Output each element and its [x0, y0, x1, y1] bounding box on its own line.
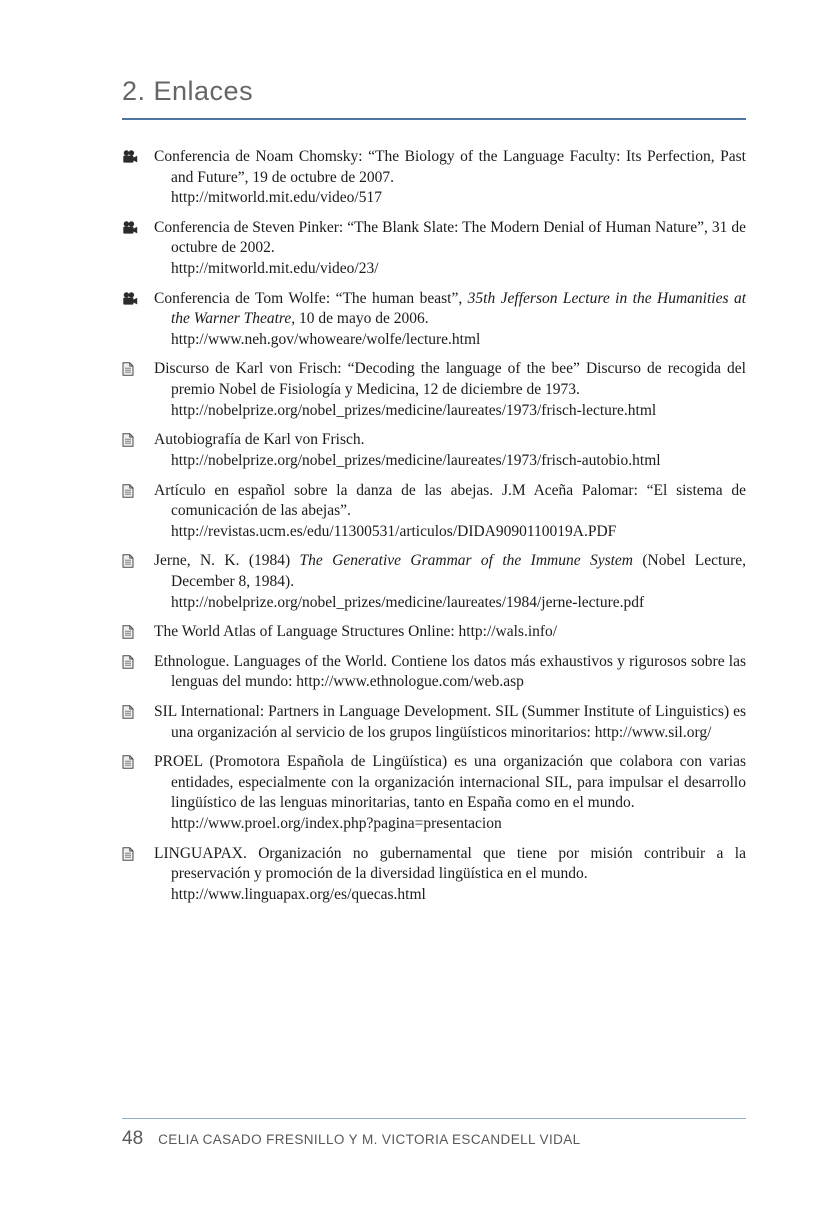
- item-text: Jerne, N. K. (1984) The Generative Grammar of the Immune System (Nobel Lecture, December 8, 1984).: [154, 552, 747, 590]
- list-item: [122, 359, 746, 421]
- list-item: [122, 218, 746, 280]
- page-content: [122, 76, 746, 915]
- document-icon: [122, 705, 138, 719]
- video-icon: [122, 150, 138, 164]
- list-item: [122, 622, 746, 643]
- video-icon: [122, 292, 138, 306]
- item-url: http://www.neh.gov/whoweare/wolfe/lecture.html: [171, 330, 481, 348]
- document-icon: [122, 554, 138, 568]
- page-footer: [122, 1118, 746, 1150]
- item-text: Artículo en español sobre la danza de las abejas. J.M Aceña Palomar: “El sistema de comunicación de las abejas”.: [154, 481, 746, 520]
- list-item: [122, 652, 746, 693]
- item-text: Conferencia de Tom Wolfe: “The human beast”, 35th Jefferson Lecture in the Humanities at the Warner Theatre, 10 de mayo de 2006.: [154, 289, 746, 328]
- item-url: http://nobelprize.org/nobel_prizes/medicine/laureates/1984/jerne-lecture.pdf: [171, 593, 645, 611]
- list-item: [122, 481, 746, 543]
- item-text: The World Atlas of Language Structures Online: http://wals.info/: [154, 623, 558, 641]
- list-item: [122, 147, 746, 209]
- footer-authors: CELIA CASADO FRESNILLO Y M. VICTORIA ESCANDELL VIDAL: [158, 1132, 581, 1147]
- item-text: Conferencia de Noam Chomsky: “The Biology of the Language Faculty: Its Perfection, Past and Future”, 19 de octubre de 2007.: [154, 148, 746, 186]
- item-url: http://www.linguapax.org/es/quecas.html: [171, 885, 426, 903]
- item-url: http://mitworld.mit.edu/video/517: [171, 189, 382, 207]
- document-icon: [122, 625, 138, 639]
- document-icon: [122, 433, 138, 447]
- document-icon: [122, 755, 138, 769]
- item-text: SIL International: Partners in Language Development. SIL (Summer Institute of Linguistics) es una organización al servicio de los grupos lingüísticos minoritarios: http://www.sil.org/: [154, 703, 746, 741]
- list-item: [122, 430, 746, 471]
- video-icon: [122, 221, 138, 235]
- item-text: Ethnologue. Languages of the World. Contiene los datos más exhaustivos y rigurosos sobre las lenguas del mundo: http://www.ethnologue.com/web.asp: [154, 652, 746, 691]
- item-url: http://revistas.ucm.es/edu/11300531/articulos/DIDA9090110019A.PDF: [171, 522, 617, 540]
- link-list: [122, 147, 746, 906]
- list-item: [122, 844, 746, 906]
- document-icon: [122, 362, 138, 376]
- item-text: PROEL (Promotora Española de Lingüística) es una organización que colabora con varias entidades, especialmente con la organización internacional SIL, para impulsar el desarrollo lingüístico de las lenguas minoritarias, tanto en España como en el mundo.: [154, 753, 746, 812]
- item-url: http://nobelprize.org/nobel_prizes/medicine/laureates/1973/frisch-lecture.html: [171, 401, 657, 419]
- item-text: Discurso de Karl von Frisch: “Decoding the language of the bee” Discurso de recogida del premio Nobel de Fisiología y Medicina, 12 de diciembre de 1973.: [154, 360, 746, 399]
- document-icon: [122, 655, 138, 669]
- item-text: Autobiografía de Karl von Frisch.: [154, 431, 365, 449]
- item-text: LINGUAPAX. Organización no gubernamental que tiene por misión contribuir a la preservación y promoción de la diversidad lingüística en el mundo.: [154, 844, 746, 883]
- section-heading: 2. Enlaces: [122, 76, 746, 120]
- document-icon: [122, 484, 138, 498]
- list-item: [122, 289, 746, 351]
- item-url: http://mitworld.mit.edu/video/23/: [171, 260, 379, 278]
- list-item: [122, 702, 746, 743]
- item-url: http://www.proel.org/index.php?pagina=presentacion: [171, 815, 502, 833]
- list-item: [122, 752, 746, 834]
- list-item: [122, 551, 746, 613]
- document-icon: [122, 847, 138, 861]
- page-number: 48: [122, 1128, 144, 1149]
- item-text: Conferencia de Steven Pinker: “The Blank Slate: The Modern Denial of Human Nature”, 31 de octubre de 2002.: [154, 218, 746, 257]
- item-url: http://nobelprize.org/nobel_prizes/medicine/laureates/1973/frisch-autobio.html: [171, 451, 661, 469]
